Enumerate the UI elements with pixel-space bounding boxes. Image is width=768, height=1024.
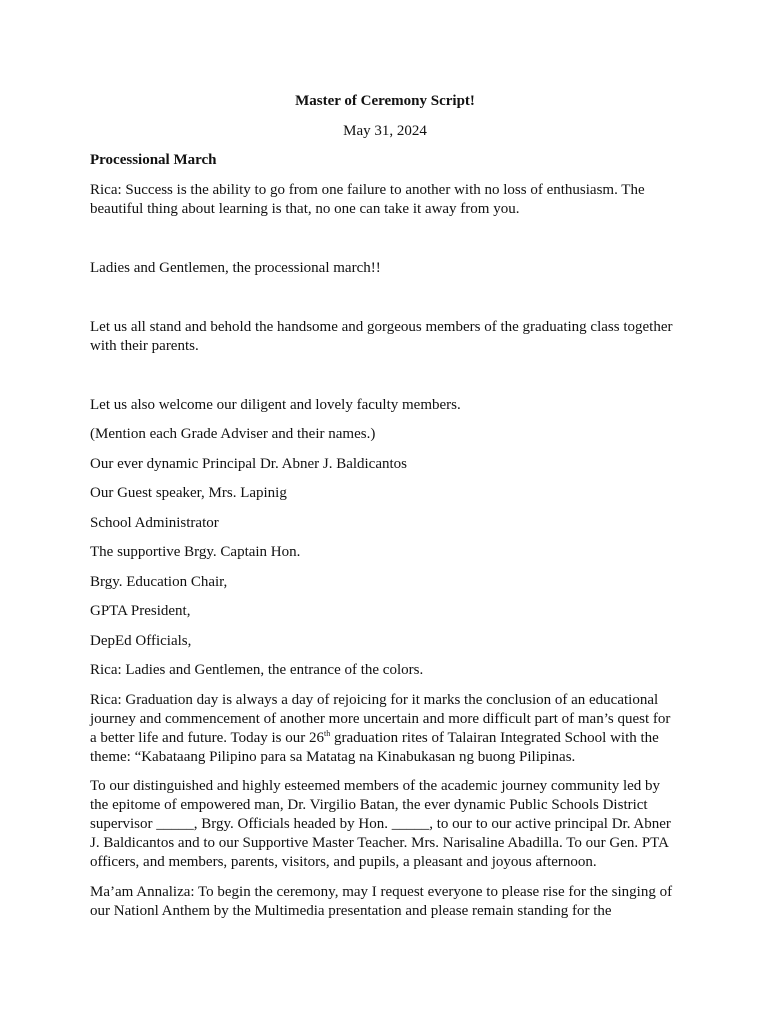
- paragraph-deped: DepEd Officials,: [90, 632, 192, 649]
- document-date: May 31, 2024: [343, 122, 427, 139]
- paragraph-distinguished: To our distinguished and highly esteemed members of the academic journey community led by the epitome of empowered man, Dr. Virgilio Batan, the ever dynamic Public Schools District supervisor _____, Brgy. Officials headed by Hon. _____, to our to our active principal Dr. Abner J. Baldicantos and to our Supportive Master Teacher. Mrs. Narisaline Abadilla. To our Gen. PTA officers, and members, parents, visitors, and pupils, a pleasant and joyous afternoon.: [90, 778, 671, 870]
- paragraph-education-chair: Brgy. Education Chair,: [90, 573, 228, 590]
- paragraph-school-admin: School Administrator: [90, 514, 219, 531]
- paragraph-success: Rica: Success is the ability to go from one failure to another with no loss of enthusiasm. The beautiful thing about learning is that, no one can take it away from you.: [90, 181, 645, 217]
- paragraph-processional: Ladies and Gentlemen, the processional march!!: [90, 259, 381, 276]
- paragraph-gpta: GPTA President,: [90, 603, 191, 619]
- paragraph-mention: (Mention each Grade Adviser and their names.): [90, 426, 376, 442]
- paragraph-colors: Rica: Ladies and Gentlemen, the entrance of the colors.: [90, 662, 424, 678]
- paragraph-guest-speaker: Our Guest speaker, Mrs. Lapinig: [90, 485, 287, 501]
- paragraph-faculty: Let us also welcome our diligent and lovely faculty members.: [90, 396, 461, 413]
- graduation-text-start: Rica: Graduation day is always a day of rejoicing for it marks the conclusion of an educational journey and commencement of another more uncertain and more difficult part of man’s quest for a better life and future. Today is our 26: [90, 691, 671, 746]
- ordinal-suffix: th: [324, 728, 331, 738]
- document-page: [90, 92, 680, 931]
- section-heading: Processional March: [90, 152, 217, 168]
- document-title: Master of Ceremony Script!: [295, 93, 475, 109]
- paragraph-principal: Our ever dynamic Principal Dr. Abner J. Baldicantos: [90, 455, 408, 472]
- paragraph-captain: The supportive Brgy. Captain Hon.: [90, 544, 301, 560]
- paragraph-graduation: [90, 691, 680, 767]
- paragraph-stand: Let us all stand and behold the handsome and gorgeous members of the graduating class together with their parents.: [90, 318, 673, 354]
- paragraph-annaliza: Ma’am Annaliza: To begin the ceremony, may I request everyone to please rise for the singing of our Nationl Anthem by the Multimedia presentation and please remain standing for the: [90, 883, 673, 919]
- graduation-text-end: graduation rites of Talairan Integrated School with the theme: “Kabataang Pilipino para sa Matatag na Kinabukasan ng buong Pilipinas.: [90, 729, 659, 765]
